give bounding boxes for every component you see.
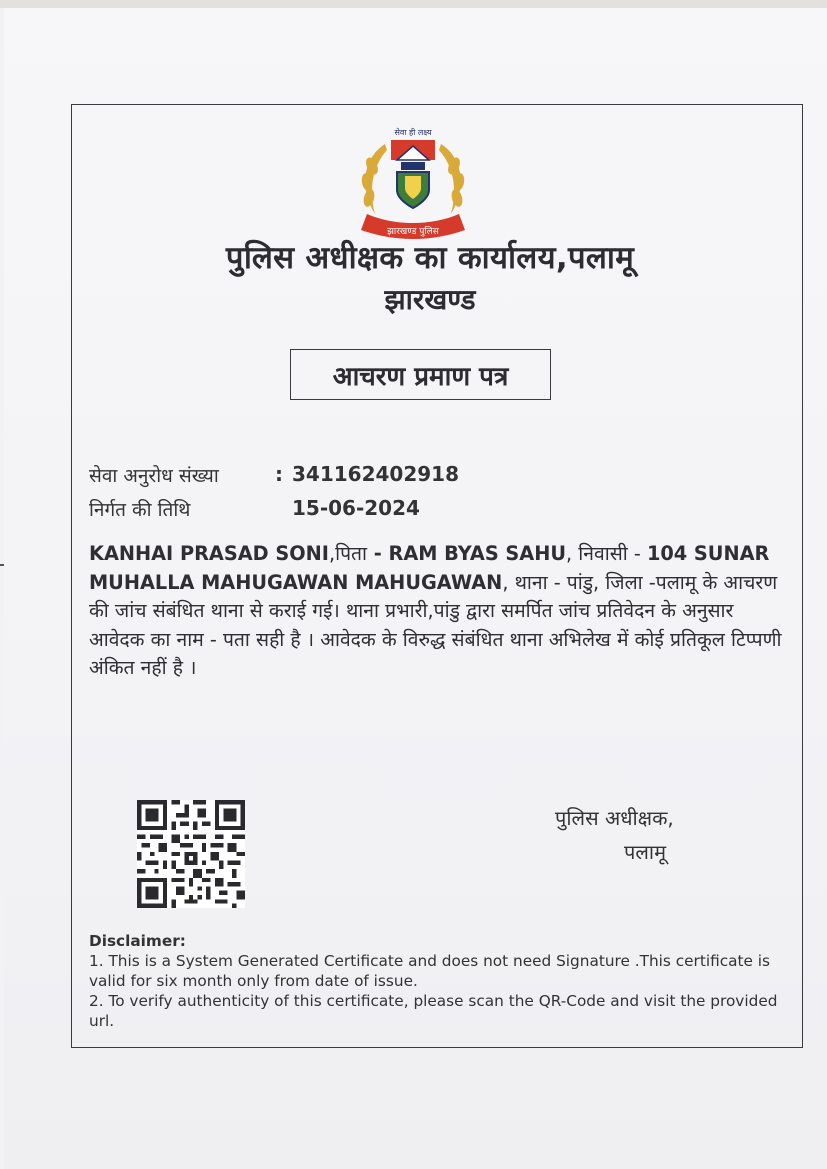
certificate-title: आचरण प्रमाण पत्र bbox=[332, 361, 509, 392]
office-title: पुलिस अधीक्षक का कार्यालय,पलामू bbox=[225, 240, 635, 276]
applicant-name: KANHAI PRASAD SONI bbox=[89, 542, 329, 565]
disclaimer-heading: Disclaimer: bbox=[89, 932, 186, 950]
disclaimer bbox=[89, 931, 779, 1031]
jharkhand-police-emblem-icon bbox=[345, 122, 481, 244]
verification-qr-code[interactable] bbox=[137, 800, 245, 908]
certificate-title-box bbox=[290, 349, 551, 400]
certificate-body-text: , थाना - पांडु, जिला -पलामू के आचरण की जांच संबंधित थाना से कराई गई। थाना प्रभारी,पांडु द्वारा समर्पित जांच प्रतिवेदन के अनुसार आवेदक का नाम - पता सही है । आवेदक के विरुद्ध संबंधित थाना अभिलेख में कोई प्रतिकूल टिप्पणी अंकित नहीं है । bbox=[89, 570, 782, 679]
issue-date-value: 15-06-2024 bbox=[292, 496, 420, 520]
emblem-ribbon-text: झारखण्ड पुलिस bbox=[387, 227, 439, 237]
father-dash: - bbox=[367, 542, 389, 565]
father-label: ,पिता bbox=[328, 542, 368, 565]
signatory-title: पुलिस अधीक्षक, bbox=[555, 806, 674, 830]
disclaimer-line-1: 1. This is a System Generated Certificate and does not need Signature .This certificate is valid for six month only from date of issue. bbox=[89, 952, 771, 990]
service-request-row bbox=[89, 462, 459, 488]
disclaimer-line-2: 2. To verify authenticity of this certificate, please scan the QR-Code and visit the provided url. bbox=[89, 992, 778, 1030]
issue-date-label: निर्गत की तिथि bbox=[89, 499, 191, 521]
signatory-place: पलामू bbox=[624, 840, 667, 864]
certificate-body bbox=[89, 540, 789, 683]
scan-edge bbox=[0, 0, 827, 8]
state-title: झारखण्ड bbox=[384, 283, 476, 316]
service-request-value: 341162402918 bbox=[292, 462, 459, 486]
applicant-address: 104 SUNAR MUHALLA MAHUGAWAN MAHUGAWAN bbox=[89, 542, 770, 594]
issue-date-row bbox=[89, 496, 420, 522]
father-name: RAM BYAS SAHU bbox=[388, 542, 567, 565]
scan-mark bbox=[0, 564, 4, 566]
service-request-label: सेवा अनुरोध संख्या bbox=[89, 465, 219, 487]
service-request-colon: : bbox=[275, 462, 283, 486]
resident-label: , निवासी - bbox=[566, 542, 641, 565]
emblem-motto-text: सेवा ही लक्ष्य bbox=[394, 128, 432, 137]
